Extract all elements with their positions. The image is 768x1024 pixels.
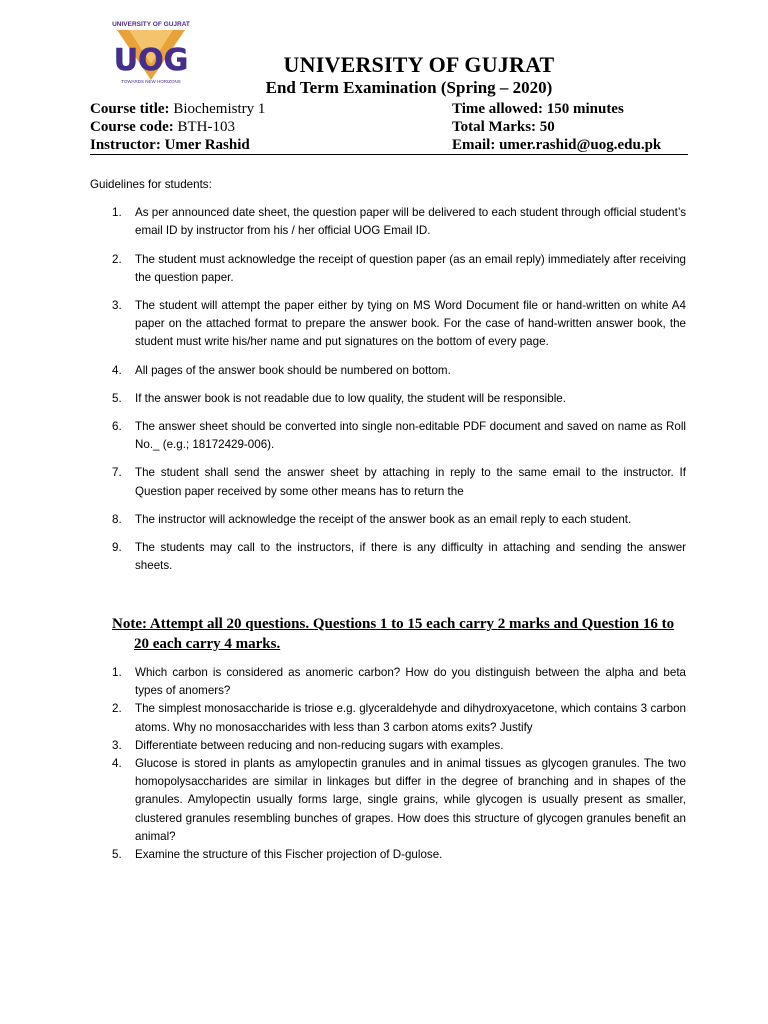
instructor: Instructor: Umer Rashid xyxy=(90,137,250,153)
note-line-1: Note: Attempt all 20 questions. Questions 1 to 15 each carry 2 marks and Question 16 to xyxy=(112,616,675,632)
total-marks: Total Marks: 50 xyxy=(452,119,555,135)
question-number: 1. xyxy=(112,666,122,679)
guideline-number: 7. xyxy=(112,466,122,480)
exam-title: End Term Examination (Spring – 2020) xyxy=(265,78,553,97)
guidelines-list xyxy=(90,204,686,575)
guideline-text: If the answer book is not readable due to low quality, the student will be responsible. xyxy=(135,391,566,405)
guideline-text: The student must acknowledge the receipt of question paper (as an email reply) immediately after receiving the question paper. xyxy=(135,252,686,284)
guideline-item xyxy=(90,464,686,500)
question-item xyxy=(90,737,686,755)
email: Email: umer.rashid@uog.edu.pk xyxy=(452,137,662,153)
guideline-number: 1. xyxy=(112,206,122,220)
question-text: The simplest monosaccharide is triose e.g. glyceraldehyde and dihydroxyacetone, which contains 3 carbon atoms. Why no monosaccharides with less than 3 carbon atoms exits? Justify xyxy=(135,702,686,734)
header-divider xyxy=(90,154,688,155)
logo-top-text: UNIVERSITY OF GUJRAT xyxy=(112,21,190,28)
questions-list xyxy=(90,664,686,864)
guideline-text: The student will attempt the paper either by tying on MS Word Document file or hand-written on white A4 paper on the attached format to prepare the answer book. For the case of hand-written answer book, the student must write his/her name and put signatures on the bottom of every page. xyxy=(135,299,686,349)
guideline-text: The student shall send the answer sheet by attaching in reply to the same email to the instructor. If Question paper received by some other means has to return the xyxy=(135,466,686,498)
guideline-number: 2. xyxy=(112,252,122,266)
question-number: 5. xyxy=(112,848,122,862)
guideline-item xyxy=(90,297,686,352)
course-title xyxy=(90,100,452,118)
guideline-item xyxy=(90,511,686,529)
logo-letters: UOG xyxy=(113,43,189,78)
course-title-label: Course title: xyxy=(90,101,170,117)
guidelines-title: Guidelines for students: xyxy=(90,178,212,191)
question-item xyxy=(90,664,686,700)
questions-section xyxy=(90,664,686,864)
guideline-text: The students may call to the instructors, if there is any difficulty in attaching and sending the answer sheets. xyxy=(135,541,686,573)
guideline-text: All pages of the answer book should be numbered on bottom. xyxy=(135,363,451,377)
guideline-item xyxy=(90,251,686,287)
meta-row-3 xyxy=(90,136,688,154)
guideline-text: The instructor will acknowledge the receipt of the answer book as an email reply to each student. xyxy=(135,512,632,526)
guideline-number: 8. xyxy=(112,512,122,526)
guideline-number: 9. xyxy=(112,541,122,555)
guideline-item xyxy=(90,418,686,454)
course-code xyxy=(90,118,452,136)
logo-tagline: TOWARDS NEW HORIZONS xyxy=(121,79,181,84)
guidelines-section xyxy=(90,176,686,585)
guideline-number: 6. xyxy=(112,420,122,434)
exam-meta xyxy=(90,100,688,154)
question-text: Examine the structure of this Fischer projection of D-gulose. xyxy=(135,848,443,862)
guideline-text: As per announced date sheet, the question paper will be delivered to each student through official student’s email ID by instructor from his / her official UOG Email ID. xyxy=(135,206,686,238)
marks-note xyxy=(112,614,686,654)
time-allowed: Time allowed: 150 minutes xyxy=(452,101,624,117)
question-text: Which carbon is considered as anomeric carbon? How do you distinguish between the alpha and beta types of anomers? xyxy=(135,666,686,698)
meta-row-1 xyxy=(90,100,688,118)
question-number: 4. xyxy=(112,757,122,771)
guideline-item xyxy=(90,539,686,575)
university-title: UNIVERSITY OF GUJRAT xyxy=(283,52,555,77)
note-line-2: 20 each carry 4 marks. xyxy=(134,636,281,652)
question-item xyxy=(90,846,686,864)
question-item xyxy=(90,755,686,846)
course-title-value: Biochemistry 1 xyxy=(169,101,266,117)
guideline-number: 4. xyxy=(112,363,122,377)
course-code-label: Course code: xyxy=(90,119,174,135)
question-text: Differentiate between reducing and non-reducing sugars with examples. xyxy=(135,738,504,752)
guideline-item xyxy=(90,362,686,380)
course-code-value: BTH-103 xyxy=(173,119,235,135)
guideline-number: 3. xyxy=(112,299,122,313)
guideline-item xyxy=(90,390,686,408)
question-number: 2. xyxy=(112,702,122,716)
question-item xyxy=(90,700,686,736)
guideline-number: 5. xyxy=(112,391,122,405)
meta-row-2 xyxy=(90,118,688,136)
guideline-item xyxy=(90,204,686,240)
question-text: Glucose is stored in plants as amylopectin granules and in animal tissues as glycogen granules. The two homopolysaccharides are similar in linkages but differ in the degree of branching and in shapes of the granules. Amylopectin usually forms large, single grains, while glycogen is usually present as smaller, clustered granules resembling bunches of grapes. How does this structure of glycogen granules benefit an animal? xyxy=(135,757,686,843)
guideline-text: The answer sheet should be converted into single non-editable PDF document and saved on name as Roll No._ (e.g.; 18172429-006). xyxy=(135,420,686,452)
question-number: 3. xyxy=(112,738,122,752)
